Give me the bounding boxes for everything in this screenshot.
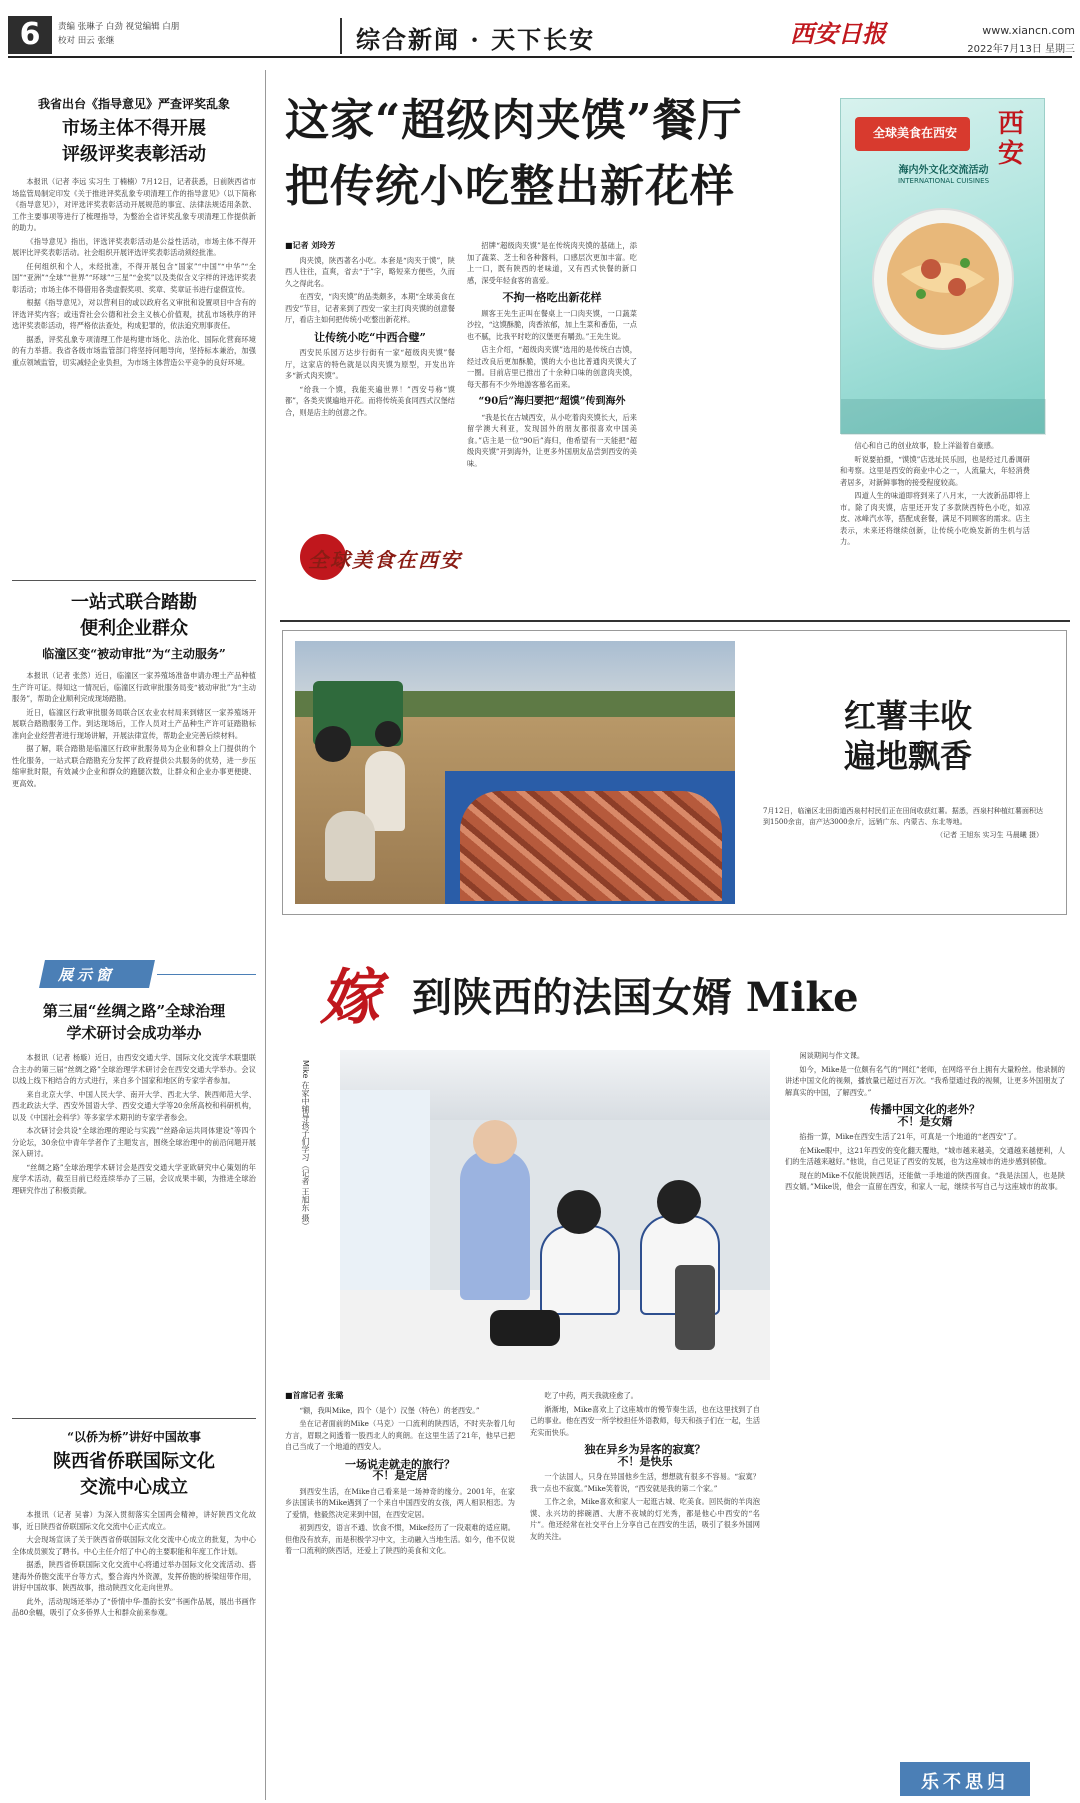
- article-joint-inspection: [12, 590, 256, 945]
- page-number-box: [8, 16, 52, 54]
- farmer: [365, 751, 405, 831]
- website: www.xiancn.com: [982, 24, 1075, 37]
- article-subtitle: 临潼区变“被动审批”为“主动服务”: [42, 647, 226, 661]
- water-bottle: [675, 1265, 715, 1350]
- paragraph: 任何组织和个人，未经批准，不得开展包含“国家”“中国”“中华”“全国”“亚洲”“全球”“世界”“环球”“三星”“金奖”以及类似含义字样的评选评奖表彰活动；市场主体不得借用各类虚假奖项、奖章、奖章证书进行虚假宣传。: [12, 261, 256, 294]
- poster-footer-strip: [841, 399, 1046, 435]
- article-kicker: 我省出台《指导意见》严查评奖乱象: [37, 97, 230, 111]
- article-body: [12, 176, 256, 368]
- mike-story-headline: [320, 950, 1060, 1033]
- paragraph: 渐渐地，Mike喜欢上了这座城市的慢节奏生活，也在这里找到了自己的事业。他在西安一所学校担任外语教师，每天和孩子们在一起，生活充实而快乐。: [530, 1404, 761, 1437]
- paragraph: 本报讯（记者 杨璇）近日，由西安交通大学、国际文化交流学术联盟联合主办的第三届“丝绸之路”全球治理学术研讨会在西安交通大学举办。会议以线上线下相结合的方式进行，来自多个国家和地区的专家学者参加。: [12, 1053, 256, 1085]
- paragraph: 本次研讨会共设“全球治理的理论与实践”“丝路命运共同体建设”等四个分论坛，30余位中青年学者作了主题发言，围绕全球治理中的前沿问题开展深入研讨。: [12, 1126, 256, 1158]
- article-title-line-2: 学术研讨会成功举办: [66, 1024, 202, 1042]
- byline: ■记者 刘玲芳: [285, 240, 336, 250]
- poster-city: 西 安: [997, 109, 1024, 169]
- paragraph: 据悉，陕西省侨联国际文化交流中心将通过举办国际文化交流活动、搭建海外侨胞交流平台等方式，整合海内外资源，发挥侨胞的桥梁纽带作用，讲好中国故事、陕西故事，推动陕西文化走向世界。: [12, 1560, 256, 1592]
- corner-label-text: 乐不思归: [921, 1772, 1009, 1793]
- paragraph: 据悉，评奖乱象专项清理工作是构建市场化、法治化、国际化营商环境的有力举措。我省各级市场监管部门将坚持问题导向，坚持标本兼治，加强重点领域监管，切实减轻企业负担，为市场主体营造公平竞争的良好环境。: [12, 334, 256, 367]
- subheading: 独在异乡为异客的寂寞？: [584, 1443, 706, 1456]
- article-title-line-2: 便利企业群众: [80, 618, 188, 639]
- student-head: [557, 1190, 601, 1234]
- corner-label: [900, 1762, 1030, 1796]
- article-title-line-2: 评级评奖表彰活动: [62, 144, 206, 165]
- paragraph: 听说要拍摄，“馍馍”店选址民乐园，也是经过几番调研和考察。这里是西安的商业中心之一，人流量大，年轻消费者居多，对新鲜事物的接受程度较高。: [840, 454, 1030, 487]
- poster-en: INTERNATIONAL CUISINES: [897, 177, 990, 185]
- article-title-line-1: 一站式联合踏勘: [71, 592, 197, 613]
- date: 2022年7月13日 星期三: [967, 44, 1075, 55]
- article-body: [12, 1052, 256, 1196]
- paragraph: 一个法国人，只身在异国他乡生活，想想就有很多不容易。“寂寞？我一点也不寂寞。”Mike笑着说，“西安就是我的第二个家。”: [530, 1472, 760, 1493]
- paragraph: 在西安，“肉夹馍”的品类颇多，本期“全球美食在西安”节目，记者来到了西安一家主打肉夹馍的创意餐厅，看店主如何把传统小吃整出新花样。: [285, 292, 455, 324]
- article-title-line-1: 市场主体不得开展: [62, 118, 206, 139]
- poster-subtitle: 海内外文化交流活动: [898, 165, 989, 176]
- paragraph: 西安民乐园万达步行街有一家“超级肉夹馍”餐厅，这家店的特色就是以肉夹馍为原型，开发出许多“新式肉夹馍”。: [285, 348, 455, 380]
- paragraph: 近日，临潼区行政审批服务局联合区农业农村局来到辖区一家养殖场开展联合踏勘服务工作。到达现场后，工作人员对土产品种生产许可证踏勘标准向企业经营者进行现场讲解，开展法律宣传，帮助企业完善后续材料。: [12, 707, 256, 740]
- student-head: [657, 1180, 701, 1224]
- tractor-wheel: [315, 726, 351, 762]
- article-body: [12, 1509, 256, 1619]
- paragraph: 此外，活动现场还举办了“侨情中华·墨韵长安”书画作品展，展出书画作品80余幅，吸引了众多侨界人士和群众前来参观。: [12, 1596, 256, 1617]
- header-divider-v: [340, 18, 342, 54]
- paragraph: 初到西安，语言不通、饮食不惯，Mike经历了一段艰难的适应期。但他没有放弃，而是积极学习中文，主动融入当地生活。如今，他不仅说着一口流利的陕西话，还爱上了陕西的美食和文化。: [285, 1523, 516, 1555]
- article-title-line-1: 陕西省侨联国际文化: [53, 1451, 215, 1472]
- article-title-line-1: 第三届“丝绸之路”全球治理: [42, 1002, 226, 1020]
- paragraph: 来自北京大学、中国人民大学、南开大学、西北大学、陕西师范大学、西北政法大学、西安外国语大学、西安交通大学等20余所高校和科研机构，以及《中国社会科学》等多家学术期刊的专家学者参会。: [12, 1089, 256, 1122]
- subheading-answer: 不！是女婿: [897, 1114, 953, 1128]
- farmer: [325, 811, 375, 881]
- paragraph: 本报讯（记者 李远 实习生 丁楠楠）7月12日，记者获悉，日前陕西省市场监管局制定印发《关于推进评奖乱象专项清理工作的指导意见》（以下简称《指导意见》），对评选评奖表彰活动开展规范的事宜、法律法规适用条款、工作主要事项等进行了梳理指导，为整治全省评奖乱象专项清理工作提供新的助力。: [12, 177, 256, 232]
- mike-column-2: [530, 1390, 760, 1798]
- paragraph: 招牌“超级肉夹馍”是在传统肉夹馍的基础上，添加了蔬菜、芝士和各种酱料，口感层次更加丰富。吃上一口，既有陕西的老味道，又有西式快餐的新口感，深受年轻食客的喜爱。: [467, 241, 637, 285]
- photo-credit: （记者 王旭东 实习生 马晨曦 摄）: [936, 831, 1043, 839]
- article-kicker: “以侨为桥”讲好中国故事: [67, 1430, 201, 1444]
- editors-line-2: 校对 田云 张继: [58, 36, 115, 46]
- sweet-potato-pile: [460, 791, 722, 901]
- paragraph: 到西安生活，在Mike自己看来是一场神奇的缘分。2001年，在家乡法国读书的Mike遇到了一个来自中国西安的女孩，两人相识相恋。为了爱情，他毅然决定来到中国，在西安定居。: [285, 1486, 515, 1519]
- paragraph: “丝绸之路”全球治理学术研讨会是西安交通大学亚欧研究中心策划的年度学术活动，截至目前已经连续举办了三届，会议成果丰硕，为推进全球治理研究作出了积极贡献。: [12, 1162, 256, 1195]
- paragraph: 工作之余，Mike喜欢和家人一起逛古城、吃美食。回民街的羊肉泡馍、永兴坊的摔碗酒、大唐不夜城的灯光秀，都是他心中西安的“名片”。他还经常在社交平台上分享自己在西安的生活，吸引了很多外国网友的关注。: [530, 1497, 760, 1541]
- subheading: 不拘一格吃出新花样: [502, 291, 602, 304]
- editors-line-1: 责编 张琳子 白劲 视觉编辑 白朋: [58, 22, 180, 32]
- mike-column-1: [285, 1390, 515, 1798]
- paragraph: 现在的Mike不仅能说陕西话，还能做一手地道的陕西面食。“我是法国人，也是陕西女婿。”Mike说，他会一直留在西安，和家人一起，继续书写自己与这座城市的故事。: [785, 1170, 1065, 1191]
- divider: [280, 620, 1070, 622]
- article-overseas-chinese-center: [12, 1428, 256, 1798]
- sweet-potato-harvest-photo: [295, 641, 735, 904]
- logo-text: 全球美食在西安: [308, 548, 462, 572]
- subheading: “90后”海归要把“超馍”传到海外: [478, 396, 626, 407]
- headline-big-char: 嫁: [320, 963, 380, 1033]
- paragraph: 坐在记者面前的Mike（马克）一口流利的陕西话，不时夹杂着几句方言，眉眼之间透着一股西北人的爽朗。在这里生活了21年，他早已把自己当成了一个地道的西安人。: [285, 1419, 515, 1451]
- food-festival-poster: [840, 98, 1045, 434]
- main-title-line-1: 这家“超级肉夹馍”餐厅: [285, 95, 743, 146]
- main-title-line-2: 把传统小吃整出新花样: [285, 161, 735, 212]
- photo-caption-vertical: Mike 在家中辅导孩子们学习（记者 王旭东 摄）: [301, 1060, 310, 1231]
- photo-story-title-2: 遍地飘香: [843, 737, 972, 775]
- paper-logo: 西安日报: [790, 19, 886, 48]
- paragraph: 根据《指导意见》，对以营利目的或以政府名义审批和设置项目中含有的评选评奖内容；或违背社会公德和社会主义核心价值观，扰乱市场秩序的评选评奖表彰活动，将严格依法查处，构成犯罪的，依法追究刑事责任。: [12, 298, 256, 330]
- main-story-column-3: [840, 440, 1030, 590]
- paragraph: “额，我叫Mike，四个（是个）汉堡（特色）的老西安。”: [299, 1405, 480, 1415]
- sweet-potato-frame: [282, 630, 1067, 915]
- caption-text: 7月12日，临潼区北田街道西泉村村民们正在田间收获红薯。据悉，西泉村种植红薯面积达到1500余亩，亩产达3000余斤，远销广东、内蒙古、东北等地。: [763, 807, 1043, 826]
- paragraph: 大会现场宣读了关于陕西省侨联国际文化交流中心成立的批复，为中心全体成员颁发了聘书。中心主任介绍了中心的主要职能和年度工作计划。: [12, 1535, 256, 1556]
- paragraph: 掐指一算，Mike在西安生活了21年，可真是一个地道的“老西安”了。: [799, 1132, 1022, 1141]
- article-title-line-2: 交流中心成立: [80, 1477, 188, 1498]
- noodle-bowl-illustration: [861, 199, 1026, 359]
- paragraph: 顾客王先生正叫在餐桌上一口肉夹馍，一口蔬菜沙拉，“这馍酥脆，肉香浓郁，加上生菜和番茄，一点也不腻，比我平时吃的汉堡更有嚼劲。”王先生说。: [467, 308, 637, 341]
- paragraph: 店主介绍，“超级肉夹馍”选用的是传统白吉馍，经过改良后更加酥脆，馍的大小也比普通肉夹馍大了一圈。目前店里已推出了十余种口味的创意肉夹馍，每天都有不少外地游客慕名而来。: [467, 345, 637, 389]
- photo-caption: [763, 806, 1043, 896]
- window-light: [340, 1090, 430, 1290]
- teacher-figure: [460, 1150, 530, 1300]
- paragraph: 本报讯（记者 张然）近日，临潼区一家养殖场准备申请办理土产品种植生产许可证。得知这一情况后，临潼区行政审批服务局变“被动审批”为“主动服务”，帮助企业顺利完成现场踏勘。: [12, 671, 256, 703]
- paragraph: 《指导意见》指出，评选评奖表彰活动是公益性活动，市场主体不得开展评比评奖表彰活动。社会组织开展评选评奖表彰活动须经批准。: [12, 236, 256, 257]
- headline-rest: 到陕西的法国女婿 Mike: [412, 974, 859, 1021]
- food-column-logo: [300, 530, 510, 584]
- subheading: 一场说走就走的旅行？: [345, 1457, 455, 1471]
- left-column-divider: [265, 70, 266, 1800]
- window-label: 展示窗: [58, 966, 116, 984]
- photo-story-title-1: 红薯丰收: [843, 697, 972, 735]
- page-number: 6: [19, 17, 41, 52]
- article-silk-road-forum: [12, 1000, 256, 1370]
- article-body: [12, 670, 256, 789]
- byline: ■首席记者 张璐: [285, 1390, 344, 1400]
- paragraph: 本报讯（记者 吴睿）为深入贯彻落实全国两会精神，讲好陕西文化故事，近日陕西省侨联国际文化交流中心正式成立。: [12, 1510, 256, 1531]
- poster-title: 全球美食在西安: [872, 126, 957, 140]
- paragraph: “给我一个馍，我能夹遍世界！”西安号称“馍都”，各类夹馍遍地开花。而将传统美食同西式汉堡结合，则是店主的创意之作。: [285, 384, 455, 417]
- paragraph: 肉夹馍，陕西著名小吃。本套是“肉夹于馍”，陕西人往往，直爽，省去“于”字，略短来方便些，久而久之得此名。: [285, 255, 455, 288]
- divider: [12, 580, 256, 581]
- subheading: 传播中国文化的老外？: [870, 1103, 980, 1116]
- pencil-case: [490, 1310, 560, 1346]
- teacher-head: [473, 1120, 517, 1164]
- subheading-answer: 不！是快乐: [617, 1454, 673, 1468]
- paragraph: 四道人生的味道即将到来了八月末，一大波新品即将上市。除了肉夹馍，店里还开发了多款陕西特色小吃，如凉皮、冰峰汽水等，搭配成套餐，满足不同顾客的需求。店主表示，未来还将继续创新，让传统小吃焕发新的生机与活力。: [840, 491, 1030, 546]
- mike-classroom-photo: [340, 1050, 770, 1380]
- header-rule: [8, 56, 1072, 58]
- paragraph: 闲谈期间与作文课。: [799, 1051, 865, 1060]
- window-banner: [12, 958, 256, 990]
- divider: [12, 1418, 256, 1419]
- paragraph: “我是长在古城西安，从小吃着肉夹馍长大，后来留学澳大利亚，发现国外的朋友都很喜欢中国美食。”店主是一位“90后”海归，他希望有一天能把“超级肉夹馍”开到海外，让更多外国朋友品尝到西安的美味。: [467, 412, 637, 468]
- paragraph: 如今，Mike是一位颇有名气的“网红”老师，在网络平台上拥有大量粉丝。他录制的讲述中国文化的视频，播放量已超过百万次。“我希望通过我的视频，让更多外国朋友了解真实的中国，了解西安。”: [785, 1064, 1065, 1097]
- tractor-wheel: [375, 721, 401, 747]
- student-figure: [540, 1225, 620, 1315]
- paragraph: 据了解，联合踏勘是临潼区行政审批服务局为企业和群众上门提供的个性化服务，一站式联合踏勘充分发挥了政府提供公共服务的优势，进一步压缩审批时限，有效减少企业和群众的跑腿次数，让群众和企业办事更便捷、更高效。: [12, 744, 256, 788]
- paragraph: 在Mike眼中，这21年西安的变化翻天覆地，“城市越来越美，交通越来越便利，人们的生活越来越好。”他说，自己见证了西安的发展，也为这座城市的进步感到骄傲。: [785, 1145, 1065, 1166]
- paragraph: 信心和自己的创业故事，脸上洋溢着自豪感。: [854, 441, 999, 450]
- paragraph: 吃了中药，两天我就痊愈了。: [544, 1391, 638, 1400]
- window-banner-line: [157, 974, 256, 975]
- mike-column-3: [785, 1050, 1065, 1750]
- section-title: 综合新闻 · 天下长安: [356, 25, 596, 54]
- main-story-column-1: [285, 240, 455, 540]
- subheading-answer: 不！是定居: [372, 1469, 428, 1482]
- page-header: [0, 0, 1080, 58]
- article-review-regulation: [12, 95, 256, 575]
- mike-story-body: [285, 1390, 775, 1800]
- subheading: 让传统小吃“中西合璧”: [314, 330, 426, 344]
